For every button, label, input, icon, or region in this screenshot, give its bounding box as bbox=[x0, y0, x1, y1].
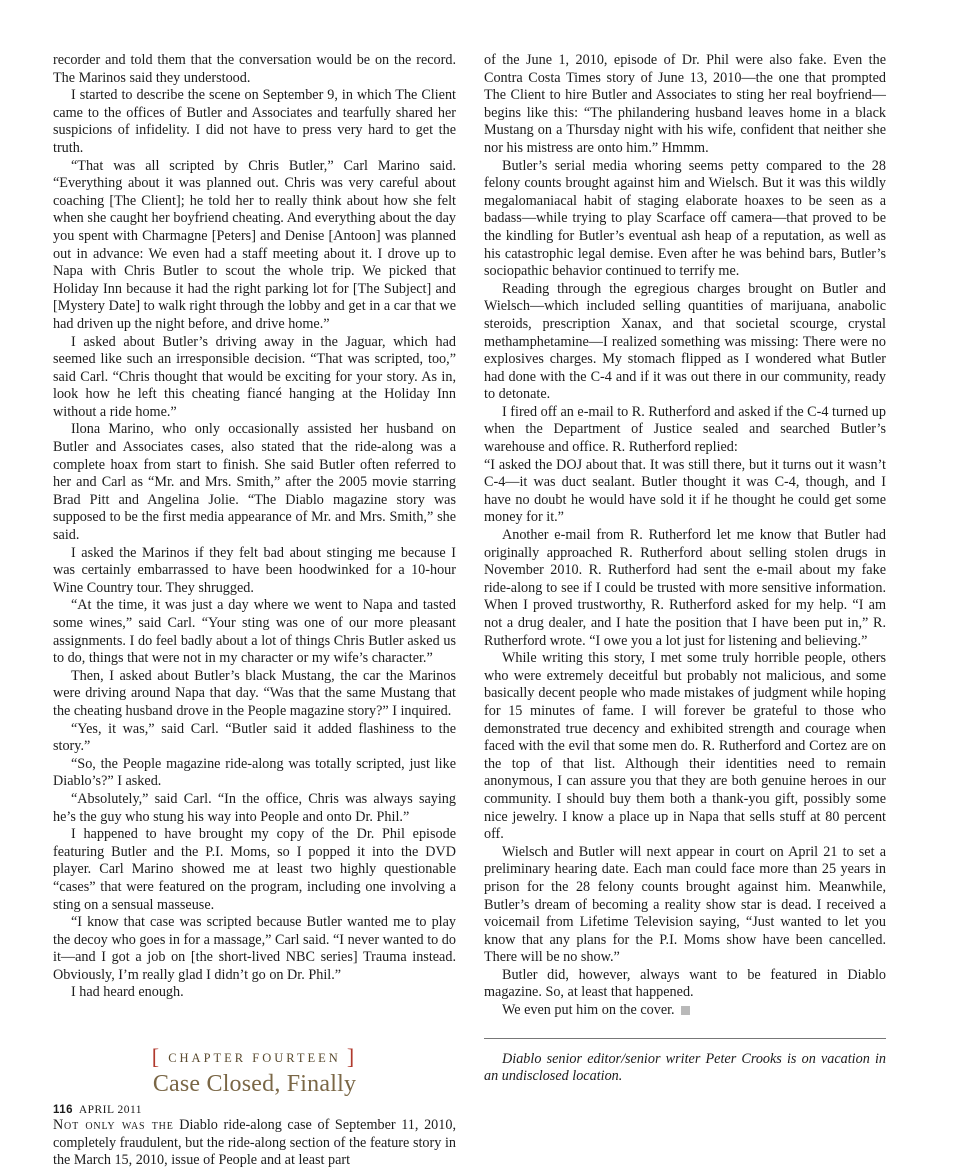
issue-date: APRIL 2011 bbox=[78, 1104, 143, 1116]
lead-in: Not only was the bbox=[53, 1117, 174, 1134]
paragraph: Butler did, however, always want to be featured in Diablo magazine. So, at least that happened. bbox=[484, 966, 886, 1001]
paragraph: Butler’s serial media whoring seems petty compared to the 28 felony counts brought against him and Wielsch. But it was this wildly megalomaniacal habit of staging elaborate hoaxes to be seen as a badass—while trying to play Scarface off camera—that proved to be the kindling for Butler’s eventual ash heap of a reputation, as well as his catastrophic legal demise. Even after he was behind bars, Butler’s sociopathic behavior continued to terrify me. bbox=[484, 157, 886, 280]
paragraph: Ilona Marino, who only occasionally assisted her husband on Butler and Associates cases, also stated that the ride-along was a complete hoax from start to finish. She said Butler often referred to her and Carl as “Mr. and Mrs. Smith,” after the 2005 movie starring Brad Pitt and Angelina Jolie. “The Diablo magazine story was supposed to be the first media appearance of Mr. and Mrs. Smith,” she said. bbox=[53, 421, 456, 544]
chapter-number: CHAPTER FOURTEEN bbox=[168, 1051, 341, 1066]
final-text: We even put him on the cover. bbox=[502, 1002, 675, 1019]
author-note: Diablo senior editor/senior writer Peter Crooks is on vacation in an undisclosed location. bbox=[484, 1050, 886, 1085]
paragraph: Wielsch and Butler will next appear in court on April 21 to set a preliminary hearing date. Each man could face more than 25 years in prison for the 28 felony counts brought against him. Meanwhile, Butler’s dream of becoming a reality show star is dead. I received a voicemail from Lifetime Television saying, “Just wanted to let you know that any plans for the P.I. Moms show have been cancelled. There will be no show.” bbox=[484, 843, 886, 966]
paragraph: I fired off an e-mail to R. Rutherford and asked if the C-4 turned up when the Department of Justice sealed and searched Butler’s warehouse and office. R. Rutherford replied: bbox=[484, 403, 886, 456]
paragraph: I had heard enough. bbox=[71, 984, 184, 1001]
paragraph: Then, I asked about Butler’s black Mustang, the car the Marinos were driving around Napa that day. “Was that the same Mustang that the cheating husband drove in the People magazine story?” I inquired. bbox=[53, 667, 456, 719]
paragraph: Reading through the egregious charges brought on Butler and Wielsch—which included selling quantities of marijuana, anabolic steroids, prescription Xanax, and that societal scourge, crystal methamphetamine—I realized something was missing: There were no explosives charges. My stomach flipped as I wondered what Butler had done with the C-4 and if it was out there in our community, ready to detonate. bbox=[484, 280, 886, 403]
bracket-open: [ bbox=[151, 1044, 163, 1070]
right-column bbox=[484, 52, 886, 1086]
paragraph: “That was all scripted by Chris Butler,” Carl Marino said. “Everything about it was planned out. Chris was very careful about coaching [The Client]; he told her to really think about how she felt when she caught her boyfriend cheating. And everything about the day you spent with Charmagne [Peters] and Denise [Antoon] was planned out in advance: We even had a staff meeting about it. I drove up to Napa with Chris Butler to scout the whole trip. We picked that Holiday Inn because it had the right parking lot for [The Subject] and [Mystery Date] to walk right through the lobby and get in a car that we had driven up the night before, and drive home.” bbox=[53, 157, 456, 332]
paragraph: “Yes, it was,” said Carl. “Butler said it added flashiness to the story.” bbox=[53, 720, 456, 755]
chapter-label bbox=[53, 1044, 456, 1070]
bracket-close: ] bbox=[346, 1044, 358, 1070]
paragraph: recorder and told them that the conversation would be on the record. The Marinos said they understood. bbox=[53, 52, 456, 86]
chapter-title: Case Closed, Finally bbox=[152, 1070, 357, 1097]
opening-paragraph bbox=[53, 1117, 456, 1170]
paragraph: “Absolutely,” said Carl. “In the office, Chris was always saying he’s the guy who stung his way into People and onto Dr. Phil.” bbox=[53, 790, 456, 825]
paragraph: Another e-mail from R. Rutherford let me know that Butler had originally approached R. Rutherford about selling stolen drugs in November 2010. R. Rutherford had sent the e-mail about my fake ride-along to see if I could be trusted with more sensitive information. When I proved trustworthy, R. Rutherford asked for my help. “I am not a drug dealer, and I hate the position that I have been put in,” R. Rutherford wrote. “I owe you a lot just for listening and believing.” bbox=[484, 527, 886, 649]
final-paragraph bbox=[484, 1002, 886, 1020]
paragraph: I started to describe the scene on September 9, in which The Client came to the offices of Butler and Associates and tearfully shared her suspicions of infidelity. I did not have to press very hard to get the truth. bbox=[53, 87, 456, 156]
page-footer bbox=[53, 1104, 142, 1116]
quoted-email: “I asked the DOJ about that. It was still there, but it turns out it wasn’t C-4—it was duct sealant. Butler thought it was C-4, though, and I have no doubt he would have sold it if he thought he could get some money for it.” bbox=[484, 456, 886, 526]
divider bbox=[484, 1038, 886, 1039]
paragraph: I happened to have brought my copy of the Dr. Phil episode featuring Butler and the P.I. Moms, so I popped it into the DVD player. Carl Marino showed me at least two highly questionable “cases” that were featured on the program, including one involving a sting on a sensual masseuse. bbox=[53, 826, 456, 913]
paragraph: I asked about Butler’s driving away in the Jaguar, which had seemed like such an irresponsible decision. “That was scripted, too,” said Carl. “Chris thought that would be exciting for your story. As in, look how he left this cheating fiancé hanging at the Holiday Inn without a ride home.” bbox=[53, 333, 456, 420]
paragraph: I asked the Marinos if they felt bad about stinging me because I was certainly embarrassed to have been hoodwinked for a 10-hour Wine Country tour. They shrugged. bbox=[53, 544, 456, 596]
opening-text: Diablo ride-along case of September 11, 2010, completely fraudulent, but the ride-along section of the feature story in the March 15, 2010, issue of People and at least part bbox=[53, 1117, 456, 1169]
paragraph: “At the time, it was just a day where we went to Napa and tasted some wines,” said Carl. “Your sting was one of our more pleasant assignments. I do feel badly about a lot of things Chris Butler asked us to do, things that were not in my character or my wife’s character.” bbox=[53, 597, 456, 667]
page-number: 116 bbox=[53, 1104, 74, 1116]
paragraph: “So, the People magazine ride-along was totally scripted, just like Diablo’s?” I asked. bbox=[53, 755, 456, 790]
paragraph: “I know that case was scripted because Butler wanted me to play the decoy who goes in for a massage,” Carl said. “I never wanted to do it—and I got a job on [the short-lived NBC series] Trauma instead. Obviously, I’m really glad I didn’t go on Dr. Phil.” bbox=[53, 914, 456, 983]
end-mark-icon bbox=[681, 1006, 690, 1015]
paragraph: of the June 1, 2010, episode of Dr. Phil were also fake. Even the Contra Costa Times story of June 13, 2010—the one that prompted The Client to hire Butler and Associates to sting her real boyfriend—begins like this: “The philandering husband leaves home in a black Mustang on a Thursday night with his wife, confident that neither she nor his mistress are onto him.” Hmmm. bbox=[484, 52, 886, 156]
paragraph: While writing this story, I met some truly horrible people, others who were extremely deceitful but probably not malicious, and some basically decent people who made mistakes of judgment while hoping for 15 minutes of fame. I will forever be grateful to those who demonstrated true decency and exhibited strength and courage when faced with the evil that some men do. R. Rutherford and Cortez are on the top of that list. Although their identities need to remain anonymous, I can assure you that they are both genuine heroes in our community. I should buy them both a thank-you gift, possibly some nice jewelry. I know a place up in Napa that sells stuff at 80 percent off. bbox=[484, 650, 886, 843]
chapter-heading bbox=[53, 1044, 456, 1097]
left-column bbox=[53, 52, 456, 1170]
